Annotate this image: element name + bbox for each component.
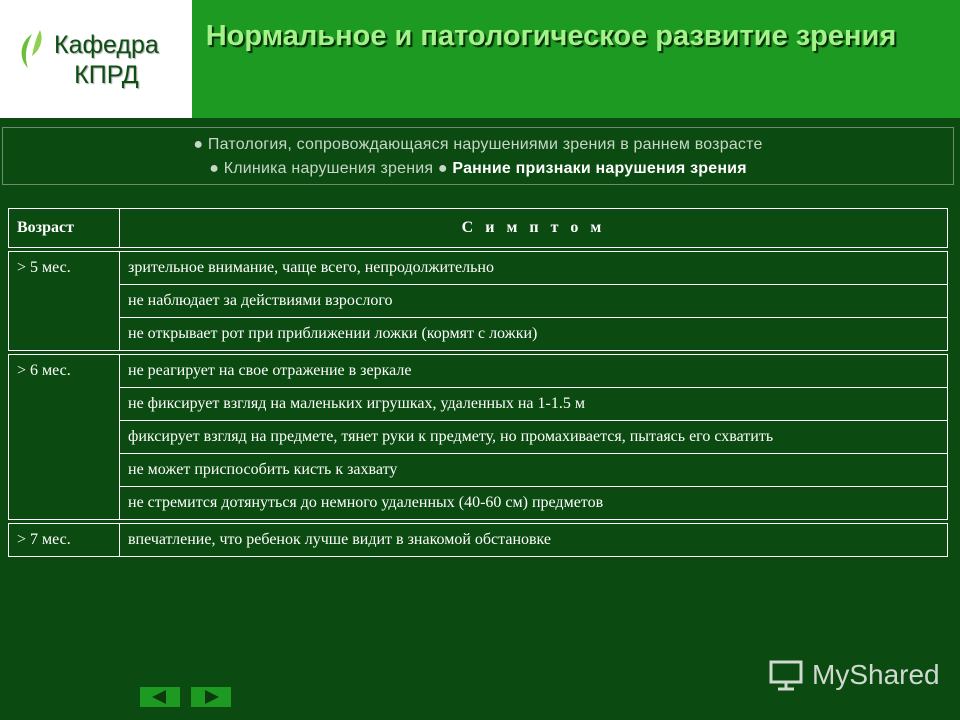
table-row — [9, 252, 948, 285]
table-row — [9, 524, 948, 557]
table-row — [9, 487, 948, 520]
symptom-cell: не фиксирует взгляд на маленьких игрушках, удаленных на 1-1.5 м — [120, 388, 948, 421]
table-row — [9, 355, 948, 388]
next-button[interactable] — [191, 687, 231, 707]
symptom-cell: не реагирует на свое отражение в зеркале — [120, 355, 948, 388]
symptom-cell: фиксирует взгляд на предмете, тянет руки к предмету, но промахивается, пытаясь его схватить — [120, 421, 948, 454]
table-body — [9, 248, 948, 557]
topic-plain[interactable]: ● Клиника нарушения зрения ● — [209, 160, 453, 177]
table-row — [9, 421, 948, 454]
age-cell: > 5 мес. — [9, 252, 120, 351]
prev-button[interactable] — [140, 687, 180, 707]
presentation-icon — [768, 659, 804, 691]
table-row — [9, 454, 948, 487]
table-row — [9, 285, 948, 318]
arrow-left-icon — [140, 687, 180, 707]
watermark-text: MyShared — [812, 659, 940, 690]
symptom-cell: не наблюдает за действиями взрослого — [120, 285, 948, 318]
table-header-row — [9, 209, 948, 248]
header-age: Возраст — [9, 209, 120, 248]
logo-line1: Кафедра — [54, 31, 159, 59]
symptom-cell: не может приспособить кисть к захвату — [120, 454, 948, 487]
symptom-cell: зрительное внимание, чаще всего, непродолжительно — [120, 252, 948, 285]
slide-title: Нормальное и патологическое развитие зрения — [205, 20, 897, 52]
table-row — [9, 388, 948, 421]
logo-text — [54, 30, 159, 90]
logo — [0, 0, 192, 118]
topic-line-2 — [3, 157, 953, 181]
arrow-right-icon — [191, 687, 231, 707]
age-cell: > 7 мес. — [9, 524, 120, 557]
header-symptom: С и м п т о м — [120, 209, 948, 248]
age-cell: > 6 мес. — [9, 355, 120, 520]
symptom-table — [8, 208, 948, 557]
symptom-table-wrapper — [8, 208, 948, 557]
topic-line-1[interactable]: ● Патология, сопровождающаяся нарушениями зрения в раннем возрасте — [193, 136, 763, 153]
symptom-cell: впечатление, что ребенок лучше видит в знакомой обстановке — [120, 524, 948, 557]
topic-navigation — [2, 127, 954, 185]
table-row — [9, 318, 948, 351]
logo-line2: КПРД — [74, 61, 139, 89]
topic-active[interactable]: Ранние признаки нарушения зрения — [452, 160, 747, 177]
symptom-cell: не стремится дотянуться до немного удаленных (40-60 см) предметов — [120, 487, 948, 520]
leaf-icon — [18, 28, 48, 72]
watermark — [768, 655, 948, 695]
symptom-cell: не открывает рот при приближении ложки (кормят с ложки) — [120, 318, 948, 351]
title-band — [192, 0, 960, 118]
